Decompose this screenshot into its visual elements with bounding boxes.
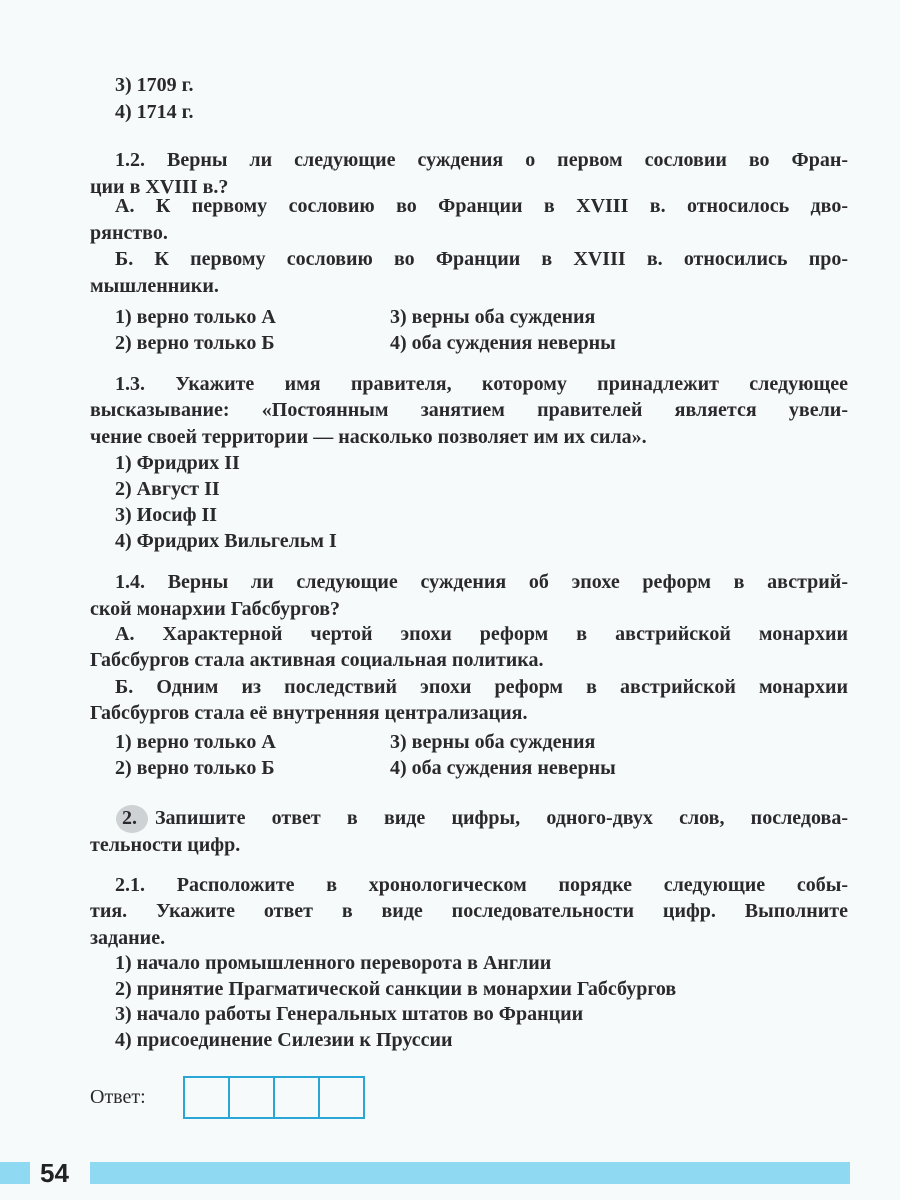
- option-item: 3) верны оба суждения: [390, 306, 596, 328]
- option-item: 4) 1714 г.: [115, 101, 194, 123]
- statement-b: мышленники.: [90, 275, 219, 297]
- statement-a: А. Характерной чертой эпохи реформ в австрийской монархии: [115, 623, 848, 645]
- option-item: 1) верно только А: [115, 731, 276, 753]
- task-instruction: тельности цифр.: [90, 834, 241, 856]
- footer-bar-left: [0, 1162, 30, 1184]
- question-text: задание.: [90, 927, 166, 949]
- statement-b: Габсбургов стала её внутренняя централизация.: [90, 702, 528, 724]
- question-text: тия. Укажите ответ в виде последовательности цифр. Выполните: [90, 900, 848, 922]
- answer-label: Ответ:: [90, 1086, 146, 1108]
- answer-cell[interactable]: [228, 1078, 273, 1117]
- answer-cell[interactable]: [273, 1078, 318, 1117]
- option-item: 3) начало работы Генеральных штатов во Франции: [115, 1003, 584, 1025]
- answer-cell[interactable]: [318, 1078, 363, 1117]
- question-text: 2.1. Расположите в хронологическом порядке следующие собы-: [115, 874, 848, 896]
- statement-b: Б. Одним из последствий эпохи реформ в австрийской монархии: [115, 676, 848, 698]
- question-text: ской монархии Габсбургов?: [90, 598, 341, 620]
- statement-b: Б. К первому сословию во Франции в XVIII в. относились про-: [115, 248, 848, 270]
- option-item: 1) начало промышленного переворота в Англии: [115, 952, 552, 974]
- option-item: 3) 1709 г.: [115, 74, 194, 96]
- question-text: 1.2. Верны ли следующие суждения о первом сословии во Фран-: [115, 149, 848, 171]
- task-number: 2.: [122, 807, 137, 829]
- question-text: чение своей территории — насколько позволяет им их сила».: [90, 426, 647, 448]
- option-item: 3) Иосиф II: [115, 504, 218, 526]
- page-number: 54: [40, 1158, 69, 1188]
- option-item: 4) оба суждения неверны: [390, 757, 616, 779]
- option-item: 1) Фридрих II: [115, 452, 240, 474]
- question-text: 1.4. Верны ли следующие суждения об эпохе реформ в австрий-: [115, 571, 848, 593]
- footer-bar: [90, 1162, 850, 1184]
- option-item: 2) Август II: [115, 478, 220, 500]
- option-item: 3) верны оба суждения: [390, 731, 596, 753]
- option-item: 4) оба суждения неверны: [390, 332, 616, 354]
- statement-a: Габсбургов стала активная социальная политика.: [90, 649, 544, 671]
- statement-a: А. К первому сословию во Франции в XVIII в. относилось дво-: [115, 195, 848, 217]
- question-text: ции в XVIII в.?: [90, 176, 229, 198]
- question-text: 1.3. Укажите имя правителя, которому принадлежит следующее: [115, 373, 848, 395]
- option-item: 4) Фридрих Вильгельм I: [115, 530, 337, 552]
- question-text: высказывание: «Постоянным занятием правителей является увели-: [90, 399, 848, 421]
- option-item: 1) верно только А: [115, 306, 276, 328]
- option-item: 2) верно только Б: [115, 332, 275, 354]
- statement-a: рянство.: [90, 222, 168, 244]
- option-item: 2) принятие Прагматической санкции в монархии Габсбургов: [115, 978, 677, 1000]
- answer-cell[interactable]: [185, 1078, 228, 1117]
- answer-box: [183, 1076, 365, 1119]
- option-item: 2) верно только Б: [115, 757, 275, 779]
- task-instruction: Запишите ответ в виде цифры, одного-двух слов, последова-: [155, 807, 848, 829]
- option-item: 4) присоединение Силезии к Пруссии: [115, 1029, 453, 1051]
